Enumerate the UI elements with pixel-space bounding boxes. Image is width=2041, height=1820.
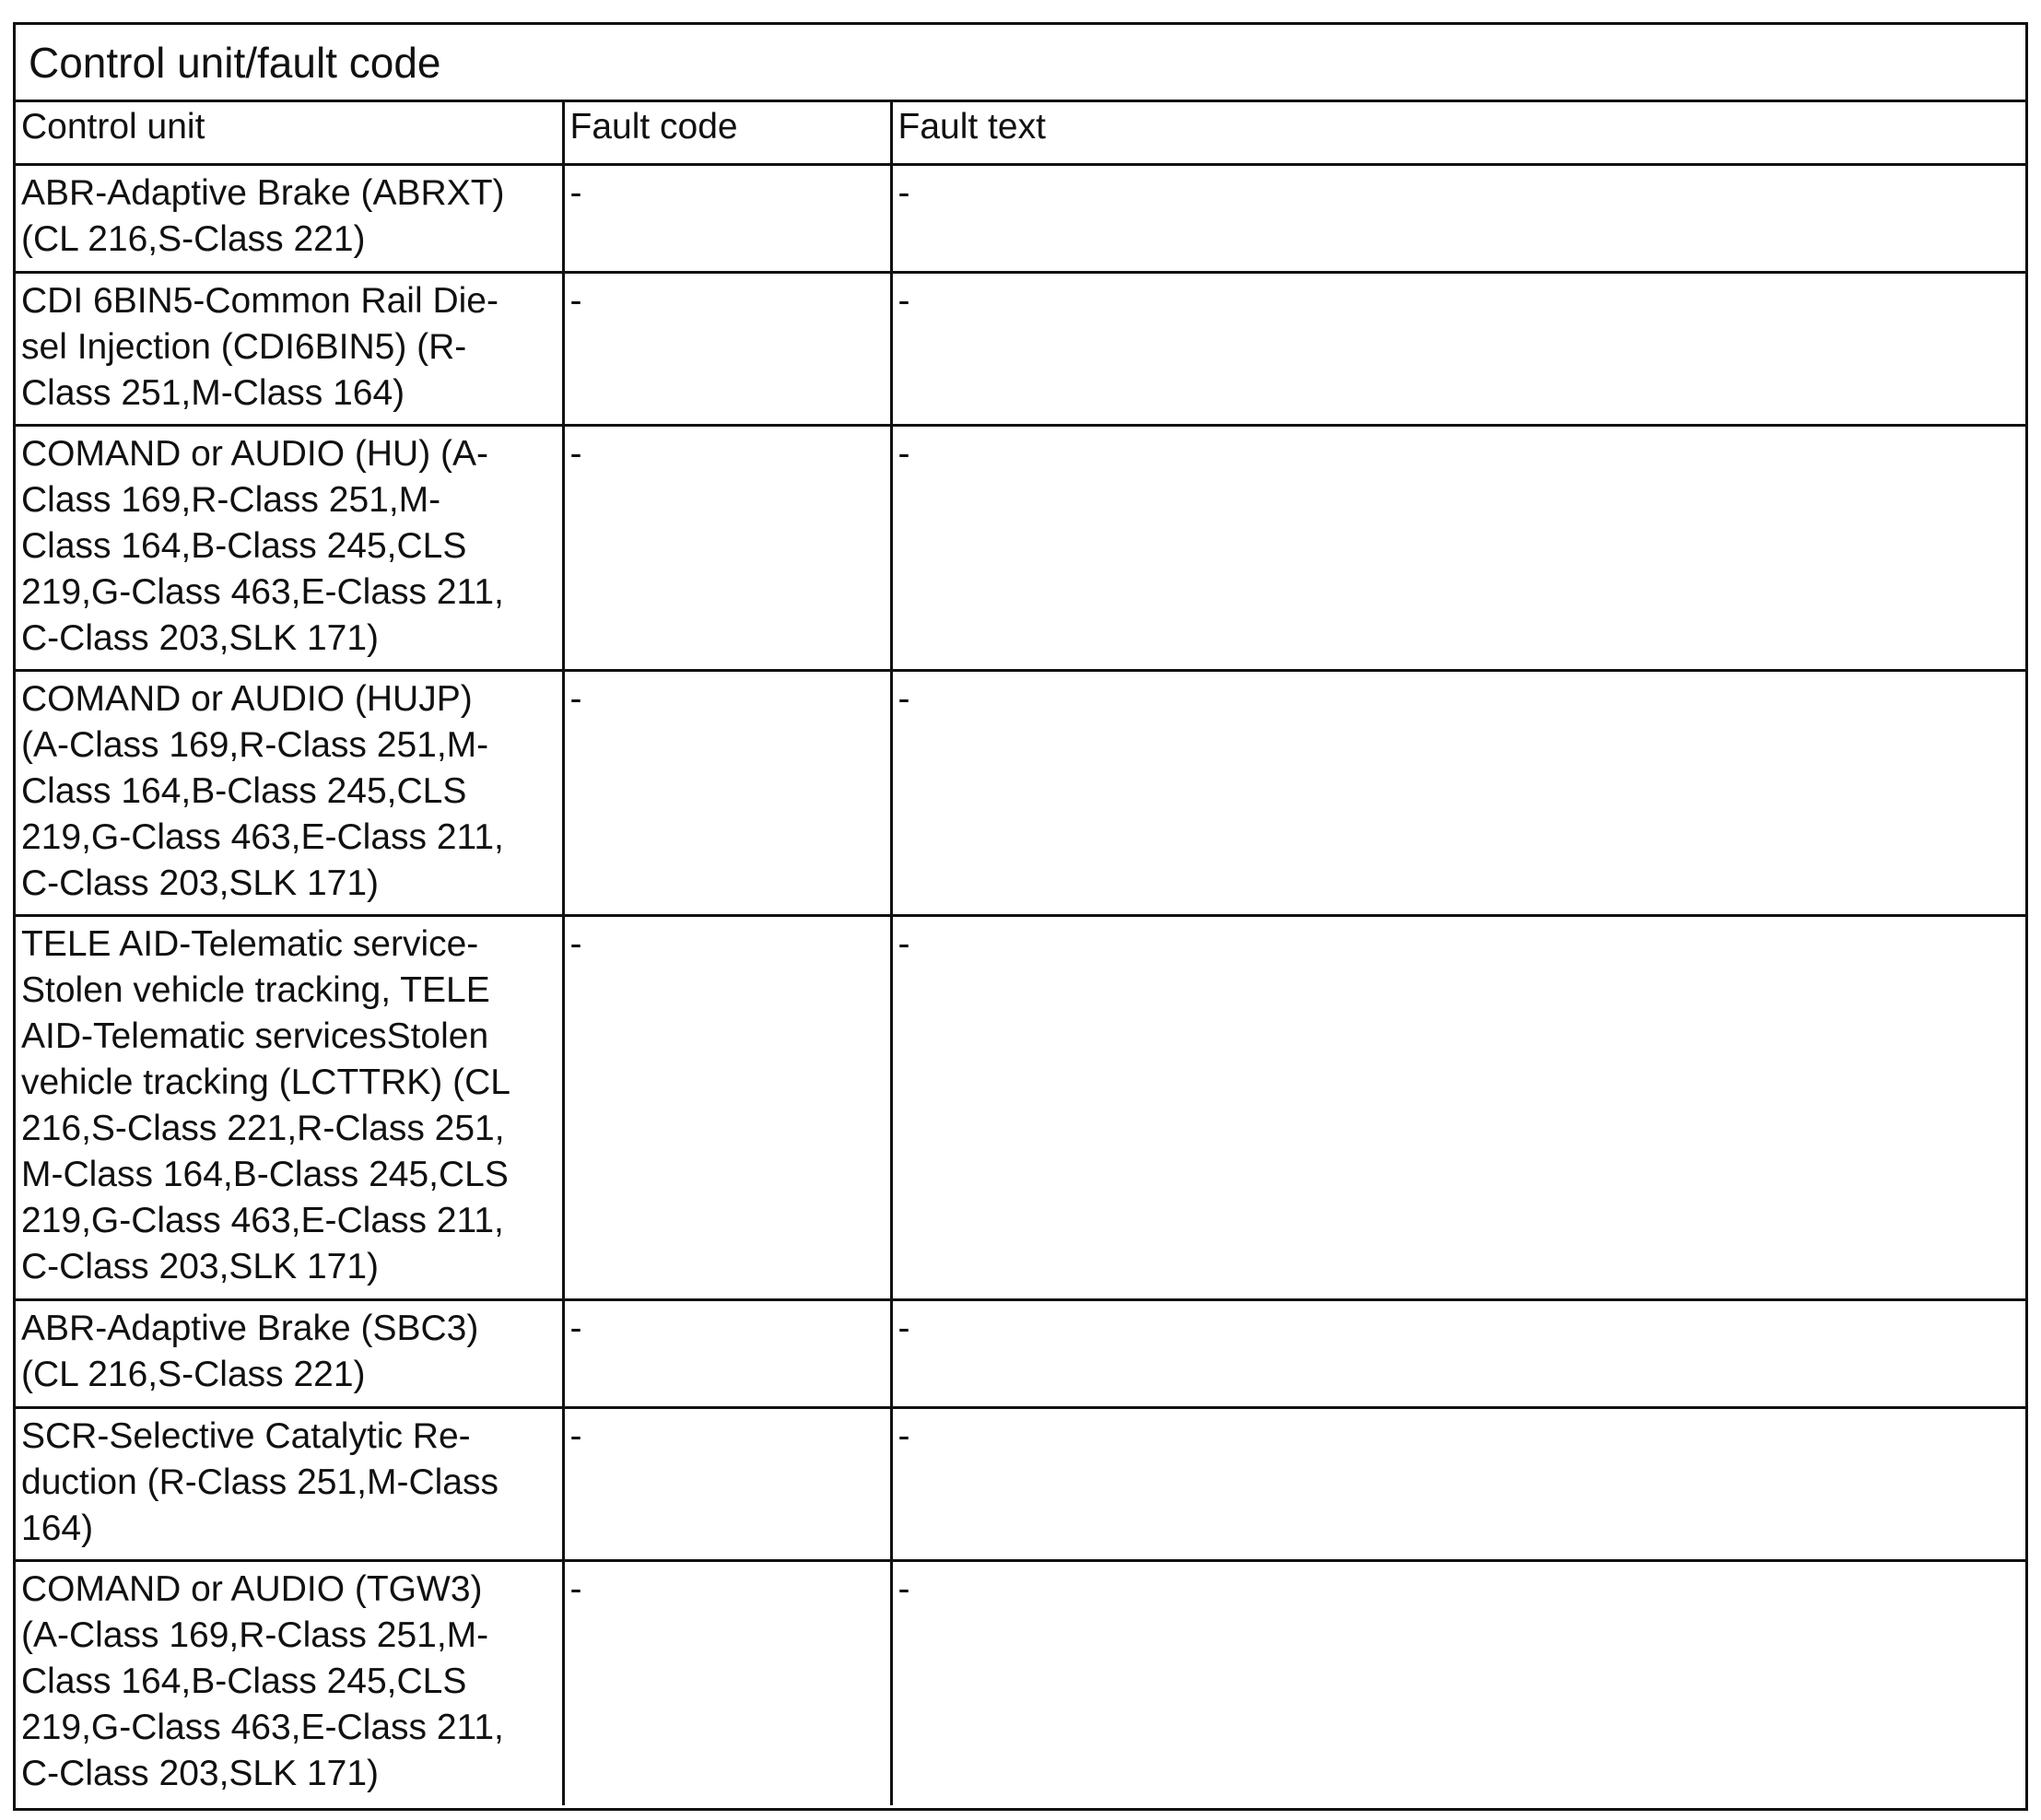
fault-text-cell: - — [891, 272, 2025, 425]
control-unit-cell: TELE AID-Telematic service- Stolen vehicle tracking, TELE AID-Telematic servicesStolen vehicle tracking (LCTTRK) (CL 216,S-Class 221,R-Class 251, M-Class 164,B-Class 245,CLS 219,G-Class 463,E-Class 211, C-Class 203,SLK 171) — [16, 915, 563, 1299]
fault-code-table-container — [13, 22, 2028, 1811]
fault-code-cell: - — [563, 1407, 891, 1560]
fault-code-cell: - — [563, 915, 891, 1299]
fault-code-cell: - — [563, 425, 891, 670]
fault-text-cell: - — [891, 915, 2025, 1299]
control-unit-cell: ABR-Adaptive Brake (SBC3) (CL 216,S-Class 221) — [16, 1299, 563, 1407]
fault-text-cell: - — [891, 1299, 2025, 1407]
table-row — [16, 1299, 2025, 1407]
table-row — [16, 915, 2025, 1299]
column-header-fault-text: Fault text — [891, 102, 2025, 164]
fault-code-cell: - — [563, 272, 891, 425]
control-unit-cell: COMAND or AUDIO (HU) (A- Class 169,R-Class 251,M- Class 164,B-Class 245,CLS 219,G-Class 463,E-Class 211, C-Class 203,SLK 171) — [16, 425, 563, 670]
control-unit-cell: ABR-Adaptive Brake (ABRXT) (CL 216,S-Class 221) — [16, 164, 563, 272]
fault-text-cell: - — [891, 1560, 2025, 1805]
table-header-row — [16, 102, 2025, 164]
table-row — [16, 425, 2025, 670]
table-row — [16, 164, 2025, 272]
table-row — [16, 1560, 2025, 1805]
fault-code-cell: - — [563, 1299, 891, 1407]
control-unit-cell: SCR-Selective Catalytic Re- duction (R-Class 251,M-Class 164) — [16, 1407, 563, 1560]
fault-text-cell: - — [891, 1407, 2025, 1560]
control-unit-cell: CDI 6BIN5-Common Rail Die- sel Injection (CDI6BIN5) (R- Class 251,M-Class 164) — [16, 272, 563, 425]
fault-code-table — [16, 102, 2025, 1805]
table-row — [16, 670, 2025, 915]
control-unit-cell: COMAND or AUDIO (HUJP) (A-Class 169,R-Class 251,M- Class 164,B-Class 245,CLS 219,G-Class 463,E-Class 211, C-Class 203,SLK 171) — [16, 670, 563, 915]
fault-text-cell: - — [891, 670, 2025, 915]
fault-text-cell: - — [891, 425, 2025, 670]
fault-text-cell: - — [891, 164, 2025, 272]
column-header-control-unit: Control unit — [16, 102, 563, 164]
fault-code-cell: - — [563, 670, 891, 915]
table-row — [16, 272, 2025, 425]
fault-code-cell: - — [563, 1560, 891, 1805]
table-row — [16, 1407, 2025, 1560]
fault-code-cell: - — [563, 164, 891, 272]
table-title: Control unit/fault code — [16, 25, 2025, 102]
column-header-fault-code: Fault code — [563, 102, 891, 164]
control-unit-cell: COMAND or AUDIO (TGW3) (A-Class 169,R-Class 251,M- Class 164,B-Class 245,CLS 219,G-Class 463,E-Class 211, C-Class 203,SLK 171) — [16, 1560, 563, 1805]
